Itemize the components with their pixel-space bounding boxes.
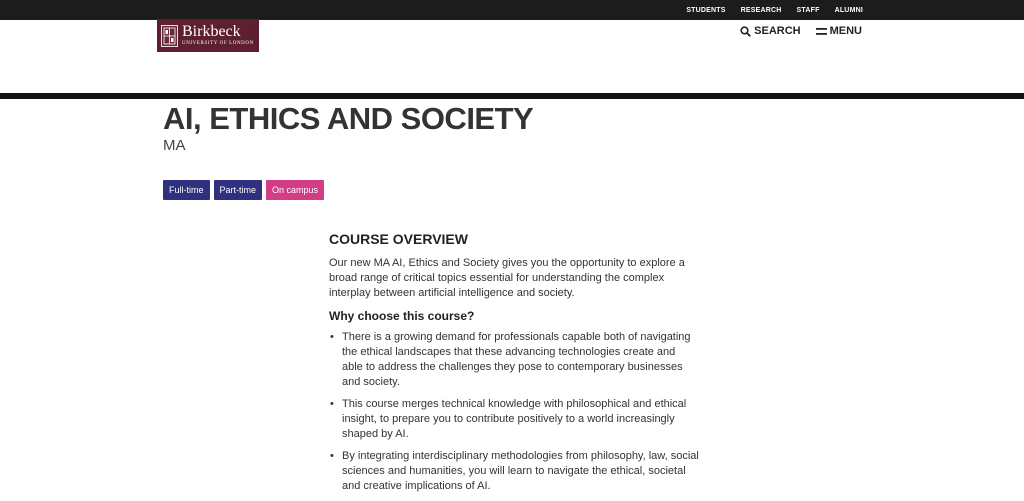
reasons-list [329,330,699,494]
link-research[interactable]: RESEARCH [740,6,782,14]
menu-button[interactable] [816,25,862,37]
list-item: • By integrating interdisciplinary methodologies from philosophy, law, social sciences and humanities, you will learn to navigate the ethical, societal and creative implications of AI. [329,449,699,494]
tag-on-campus[interactable]: On campus [266,180,324,200]
birkbeck-logo[interactable] [157,19,259,52]
menu-icon [816,27,827,36]
why-heading: Why choose this course? [329,309,475,323]
list-item: • This course merges technical knowledge with philosophical and ethical insight, to prepare you to contribute positively to a world increasingly shaped by AI. [329,397,699,442]
search-button[interactable] [740,25,800,37]
search-label: SEARCH [754,25,801,37]
utility-bar [0,0,1024,20]
tag-full-time[interactable]: Full-time [163,180,210,200]
link-students[interactable]: STUDENTS [686,6,726,14]
study-mode-tags [163,180,324,200]
tag-part-time[interactable]: Part-time [214,180,263,200]
link-alumni[interactable]: ALUMNI [834,6,863,14]
award-type: MA [163,137,186,154]
link-staff[interactable]: STAFF [796,6,820,14]
overview-intro: Our new MA AI, Ethics and Society gives you the opportunity to explore a broad range of critical topics essential for understanding the complex interplay between artificial intelligence and society. [329,257,685,299]
page-title: AI, ETHICS AND SOCIETY [163,101,534,136]
logo-name: Birkbeck [182,23,241,40]
main-nav [740,25,862,37]
list-item: • There is a growing demand for professionals capable both of navigating the ethical landscapes that these advancing technologies create and able to address the challenges they pose to contemporary businesses and society. [329,330,699,390]
logo-subtitle: UNIVERSITY OF LONDON [182,41,254,46]
search-icon [740,26,751,37]
header-divider [0,93,1024,99]
crest-icon [161,25,178,47]
utility-links [686,0,863,20]
logo-text [182,24,254,47]
course-overview [329,231,699,501]
overview-heading: COURSE OVERVIEW [329,231,468,247]
menu-label: MENU [829,25,862,37]
